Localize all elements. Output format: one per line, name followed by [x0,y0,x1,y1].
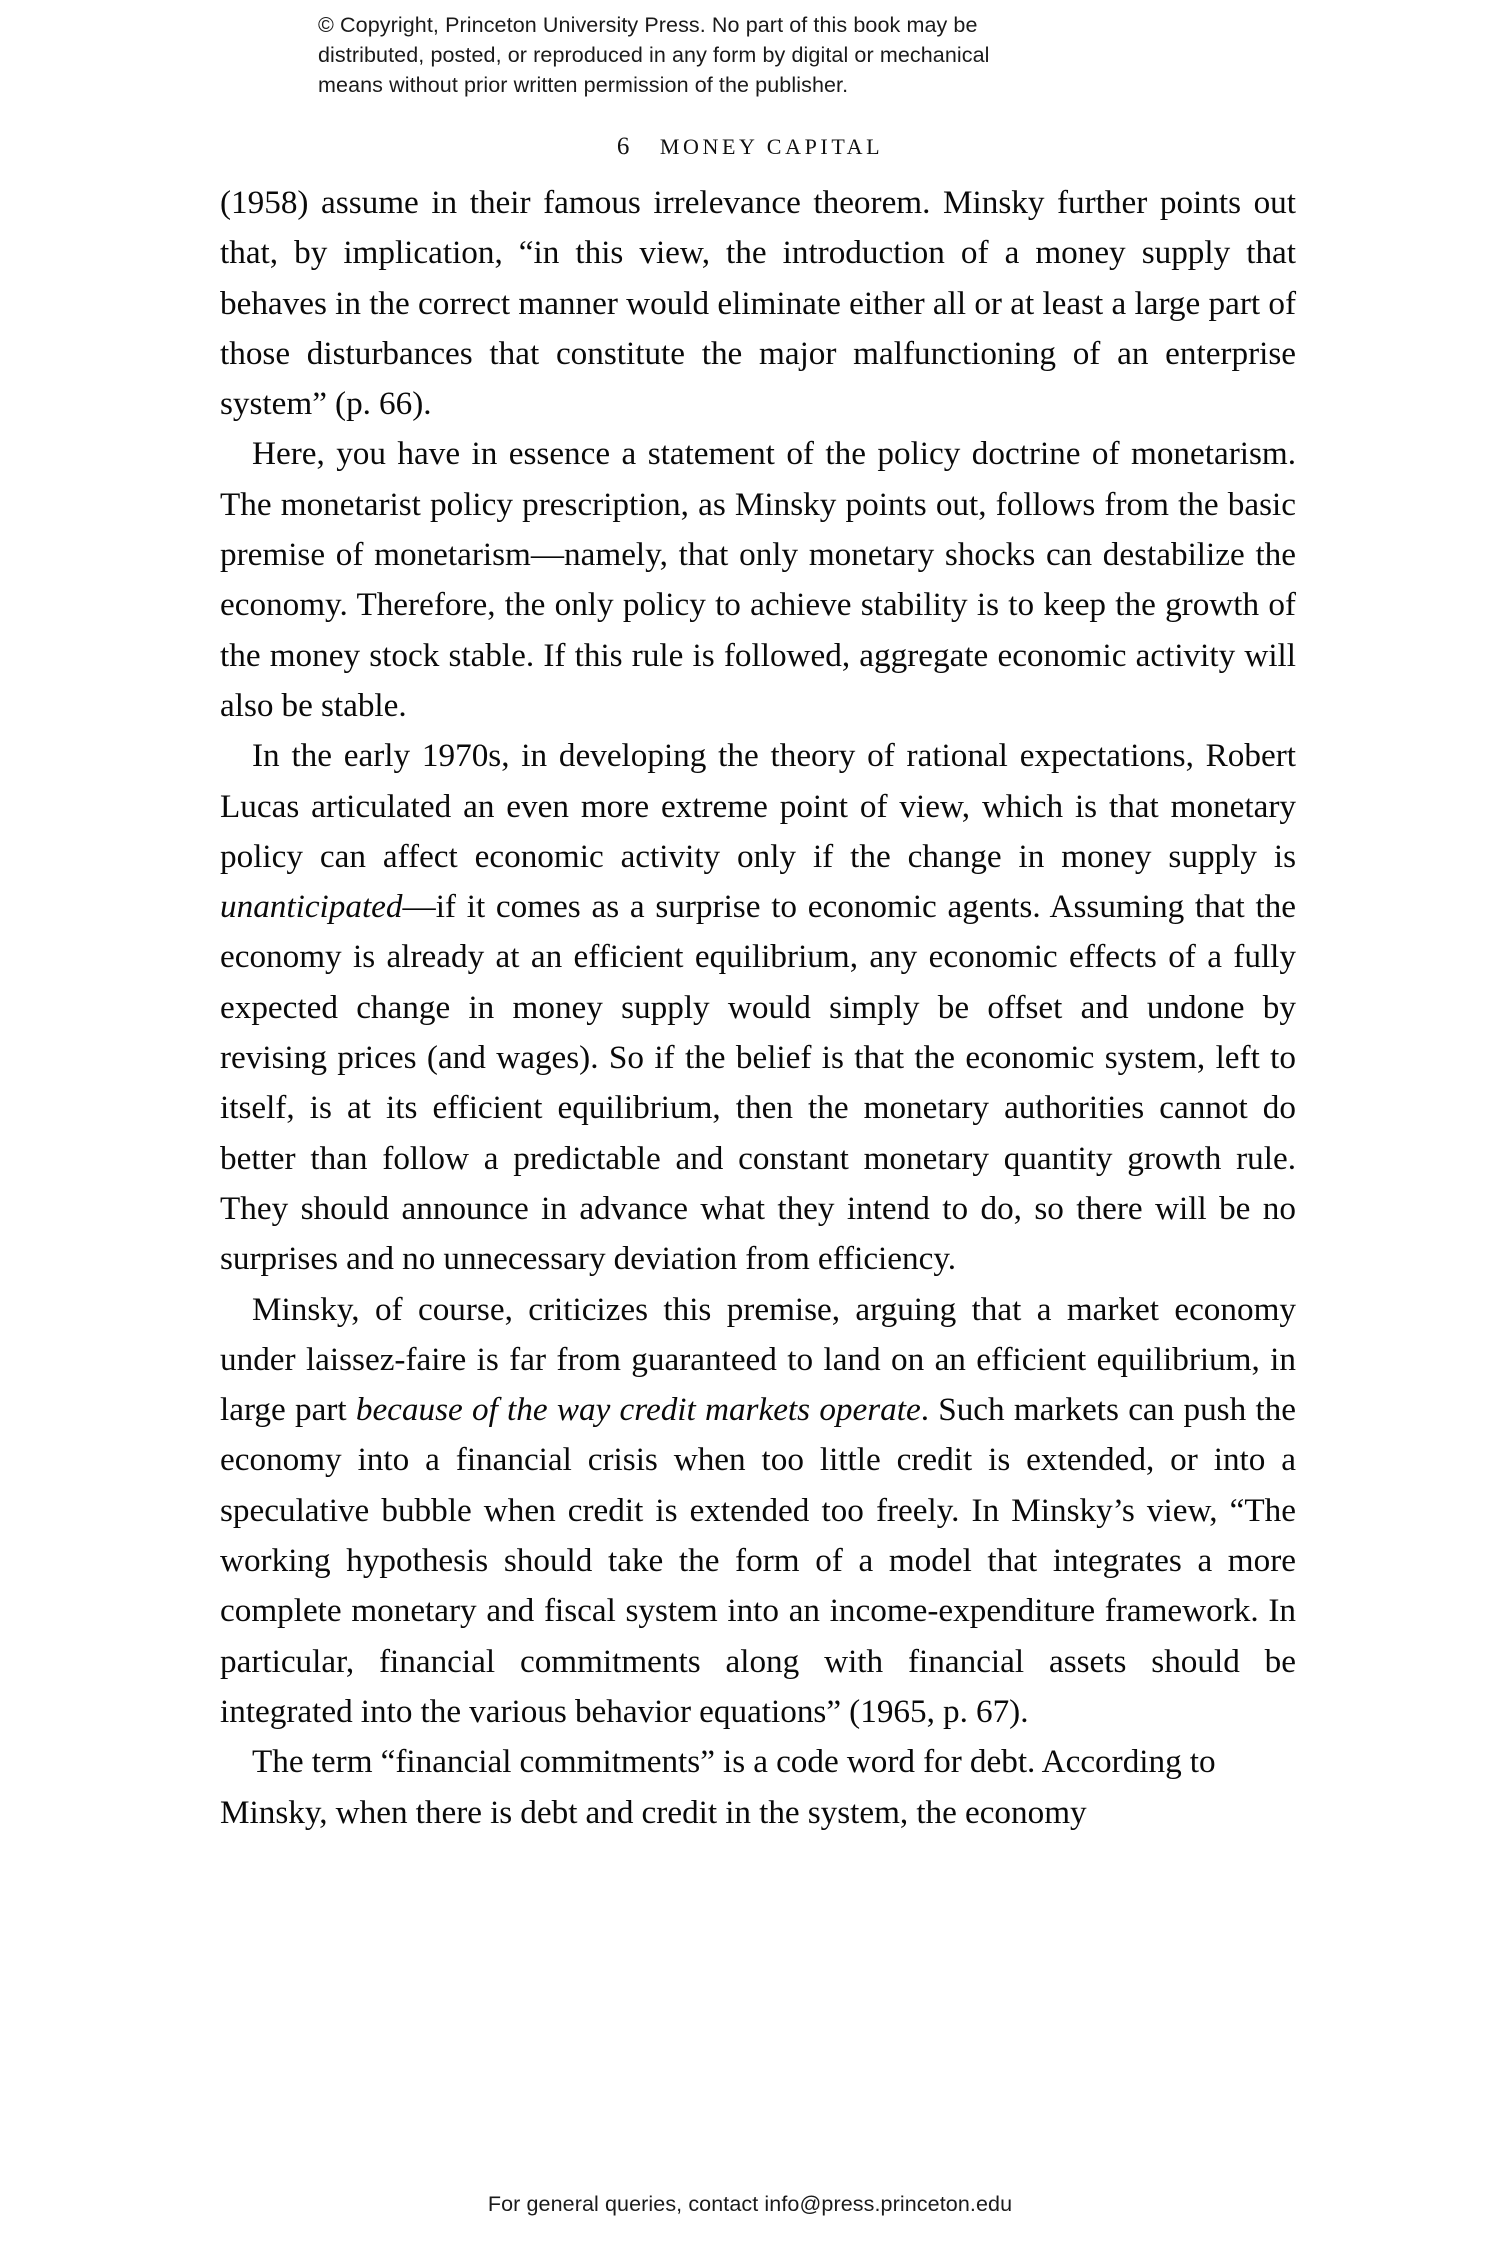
para-minsky-critique [220,1285,1296,1738]
para-continued-run-0: (1958) assume in their famous irrelevance theorem. Minsky further points out that, by implication, “in this view, the introduction of a money supply that behaves in the correct manner would eliminate either all or at least a large part of those disturbances that constitute the major malfunctioning of an enterprise system” (p. 66). [220,184,1296,423]
para-lucas-run-0: In the early 1970s, in developing the theory of rational expectations, Robert Lucas articulated an even more extreme point of view, which is that monetary policy can affect economic activity only if the change in money supply is [220,737,1296,875]
para-monetarism-run-0: Here, you have in essence a statement of the policy doctrine of monetarism. The monetarist policy prescription, as Minsky points out, follows from the basic premise of monetarism—namely, that only monetary shocks can destabilize the economy. Therefore, the only policy to achieve stability is to keep the growth of the money stock stable. If this rule is followed, aggregate economic activity will also be stable. [220,435,1296,724]
copyright-line-3: means without prior written permission of the publisher. [318,73,849,97]
para-minsky-critique-run-0: Minsky, of course, criticizes this premise, arguing that a market economy under laissez-faire is far from guaranteed to land on an efficient equilibrium, in large part [220,1290,1296,1429]
page-number: 6 [616,133,630,160]
copyright-line-1: © Copyright, Princeton University Press. No part of this book may be [318,13,978,37]
para-financial-commitments-run-0: The term “financial commitments” is a code word for debt. According to Minsky, when there is debt and credit in the system, the economy [220,1743,1216,1831]
para-lucas [220,731,1296,1284]
body-text-block [220,178,1296,1838]
running-head-title: MONEY CAPITAL [659,134,884,159]
running-head [0,133,1500,161]
para-continued [220,178,1296,429]
para-lucas-run-2: —if it comes as a surprise to economic agents. Assuming that the economy is already at an efficient equilibrium, any economic effects of a fully expected change in money supply would simply be offset and undone by revising prices (and wages). So if the belief is that the economic system, left to itself, is at its efficient equilibrium, then the monetary authorities cannot do better than follow a predictable and constant monetary quantity growth rule. They should announce in advance what they intend to do, so there will be no surprises and no unnecessary deviation from efficiency. [220,888,1296,1278]
footer-query-line: For general queries, contact info@press.princeton.edu [487,2192,1013,2216]
para-minsky-critique-run-1: because of the way credit markets operate [355,1391,921,1429]
para-lucas-run-1: unanticipated [220,888,403,926]
copyright-line-2: distributed, posted, or reproduced in any form by digital or mechanical [318,43,990,67]
para-minsky-critique-run-2: . Such markets can push the economy into a financial crisis when too little credit is extended, or into a speculative bubble when credit is extended too freely. In Minsky’s view, “The working hypothesis should take the form of a model that integrates a more complete monetary and fiscal system into an income-expenditure framework. In particular, financial commitments along with financial assets should be integrated into the various behavior equations” (1965, p. 67). [220,1391,1296,1730]
para-financial-commitments [220,1737,1296,1838]
copyright-notice [318,10,1168,100]
para-monetarism [220,429,1296,731]
